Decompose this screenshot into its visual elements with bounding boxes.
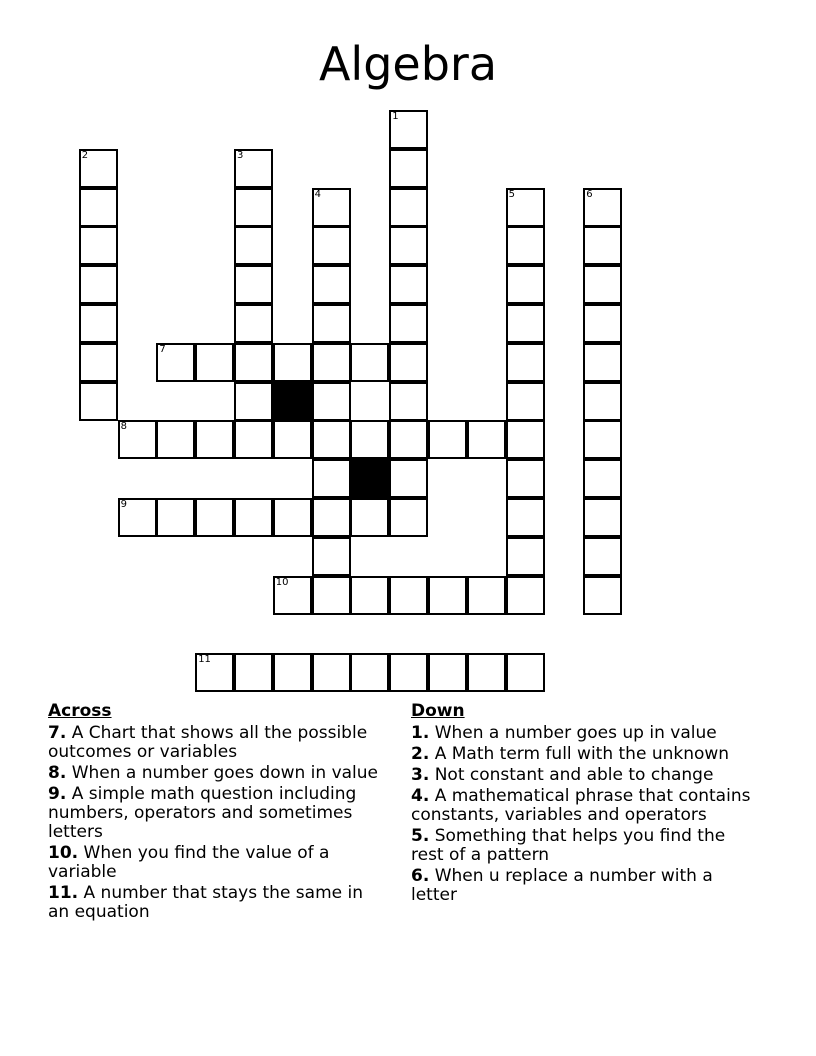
clue-number-label: 10 <box>275 576 289 588</box>
crossword-cell[interactable] <box>156 420 195 459</box>
black-square <box>350 459 389 498</box>
crossword-cell[interactable] <box>312 188 351 227</box>
crossword-cell[interactable] <box>234 265 273 304</box>
crossword-cell[interactable] <box>389 576 428 615</box>
clue-number: 10. <box>48 843 79 863</box>
across-heading: Across <box>48 701 112 721</box>
crossword-cell[interactable] <box>312 459 351 498</box>
down-heading: Down <box>411 701 465 721</box>
clue-number-label: 2 <box>81 149 89 161</box>
clue-number: 4. <box>411 786 430 806</box>
crossword-cell[interactable] <box>156 498 195 537</box>
page-title: Algebra <box>318 37 498 91</box>
crossword-cell[interactable] <box>79 226 118 265</box>
clue-across-8 <box>48 764 388 783</box>
crossword-cell[interactable] <box>389 265 428 304</box>
crossword-cell[interactable] <box>312 304 351 343</box>
crossword-cell[interactable] <box>273 576 312 615</box>
down-clues <box>411 702 761 907</box>
crossword-cell[interactable] <box>234 382 273 421</box>
crossword-cell[interactable] <box>234 304 273 343</box>
crossword-cell[interactable] <box>234 343 273 382</box>
clue-across-11 <box>48 884 388 922</box>
crossword-cell[interactable] <box>389 653 428 692</box>
clue-number: 7. <box>48 723 67 743</box>
crossword-cell[interactable] <box>389 382 428 421</box>
crossword-cell[interactable] <box>467 576 506 615</box>
crossword-cell[interactable] <box>312 420 351 459</box>
crossword-cell[interactable] <box>79 343 118 382</box>
crossword-cell[interactable] <box>467 420 506 459</box>
clue-text: A mathematical phrase that contains constants, variables and operators <box>411 786 751 825</box>
clue-text: Something that helps you find the rest of a pattern <box>411 826 726 865</box>
clue-down-5 <box>411 827 761 865</box>
crossword-cell[interactable] <box>389 149 428 188</box>
clue-number: 1. <box>411 723 430 743</box>
crossword-cell[interactable] <box>428 420 467 459</box>
crossword-cell[interactable] <box>350 420 389 459</box>
crossword-cell[interactable] <box>389 304 428 343</box>
crossword-cell[interactable] <box>312 576 351 615</box>
clue-down-4 <box>411 787 761 825</box>
crossword-cell[interactable] <box>389 110 428 149</box>
clue-text: A Math term full with the unknown <box>429 744 730 764</box>
crossword-cell[interactable] <box>273 498 312 537</box>
crossword-cell[interactable] <box>506 343 545 382</box>
crossword-cell[interactable] <box>234 188 273 227</box>
clue-across-10 <box>48 844 388 882</box>
crossword-cell[interactable] <box>583 265 622 304</box>
crossword-cell[interactable] <box>506 459 545 498</box>
crossword-cell[interactable] <box>389 459 428 498</box>
clue-text: When a number goes down in value <box>66 763 379 783</box>
crossword-cell[interactable] <box>118 420 157 459</box>
crossword-cell[interactable] <box>506 188 545 227</box>
clue-text: When you find the value of a variable <box>48 843 330 882</box>
crossword-cell[interactable] <box>79 304 118 343</box>
crossword-cell[interactable] <box>79 265 118 304</box>
clue-down-2 <box>411 745 761 764</box>
crossword-cell[interactable] <box>583 343 622 382</box>
crossword-cell[interactable] <box>506 304 545 343</box>
clue-number-label: 6 <box>586 188 593 200</box>
clue-number-label: 5 <box>508 188 515 200</box>
crossword-cell[interactable] <box>583 304 622 343</box>
crossword-cell[interactable] <box>195 420 234 459</box>
crossword-cell[interactable] <box>583 382 622 421</box>
crossword-cell[interactable] <box>428 653 467 692</box>
crossword-cell[interactable] <box>506 420 545 459</box>
clue-number: 5. <box>411 826 430 846</box>
crossword-cell[interactable] <box>506 382 545 421</box>
crossword-cell[interactable] <box>79 382 118 421</box>
crossword-cell[interactable] <box>583 537 622 576</box>
crossword-cell[interactable] <box>312 226 351 265</box>
crossword-cell[interactable] <box>350 576 389 615</box>
crossword-cell[interactable] <box>583 188 622 227</box>
crossword-cell[interactable] <box>506 265 545 304</box>
crossword-cell[interactable] <box>195 653 234 692</box>
crossword-cell[interactable] <box>156 343 195 382</box>
crossword-cell[interactable] <box>273 343 312 382</box>
clue-number-label: 1 <box>392 111 399 122</box>
clue-number-label: 7 <box>159 343 166 355</box>
crossword-cell[interactable] <box>350 343 389 382</box>
crossword-cell[interactable] <box>583 459 622 498</box>
crossword-cell[interactable] <box>506 537 545 576</box>
crossword-cell[interactable] <box>195 498 234 537</box>
crossword-cell[interactable] <box>195 343 234 382</box>
crossword-cell[interactable] <box>389 188 428 227</box>
crossword-cell[interactable] <box>312 653 351 692</box>
crossword-cell[interactable] <box>583 226 622 265</box>
clue-number: 9. <box>48 784 67 804</box>
crossword-cell[interactable] <box>350 653 389 692</box>
crossword-cell[interactable] <box>583 498 622 537</box>
clue-down-3 <box>411 766 761 785</box>
clue-text: When u replace a number with a letter <box>411 866 713 905</box>
crossword-cell[interactable] <box>234 498 273 537</box>
crossword-cell[interactable] <box>312 537 351 576</box>
crossword-cell[interactable] <box>312 382 351 421</box>
crossword-cell[interactable] <box>273 653 312 692</box>
black-square <box>273 382 312 421</box>
crossword-cell[interactable] <box>234 653 273 692</box>
clue-text: A number that stays the same in an equation <box>48 883 363 922</box>
crossword-cell[interactable] <box>389 226 428 265</box>
crossword-cell[interactable] <box>312 343 351 382</box>
crossword-cell[interactable] <box>389 498 428 537</box>
clue-number-label: 9 <box>120 499 127 510</box>
crossword-cell[interactable] <box>389 420 428 459</box>
clue-number-label: 4 <box>314 188 321 200</box>
crossword-cell[interactable] <box>350 498 389 537</box>
clue-number: 6. <box>411 866 430 886</box>
crossword-cell[interactable] <box>506 576 545 615</box>
crossword-cell[interactable] <box>312 265 351 304</box>
crossword-cell[interactable] <box>389 343 428 382</box>
clue-number: 3. <box>411 765 430 785</box>
crossword-cell[interactable] <box>583 420 622 459</box>
crossword-cell[interactable] <box>583 576 622 615</box>
crossword-cell[interactable] <box>506 226 545 265</box>
crossword-cell[interactable] <box>273 420 312 459</box>
crossword-cell[interactable] <box>118 498 157 537</box>
clue-number-label: 8 <box>120 421 127 433</box>
clue-text: A Chart that shows all the possible outcomes or variables <box>48 723 368 762</box>
clue-text: When a number goes up in value <box>429 723 717 743</box>
crossword-cell[interactable] <box>79 149 118 188</box>
crossword-cell[interactable] <box>234 420 273 459</box>
clue-number: 2. <box>411 744 430 764</box>
clue-number-label: 3 <box>237 149 244 161</box>
clue-text: Not constant and able to change <box>429 765 714 785</box>
crossword-cell[interactable] <box>506 653 545 692</box>
crossword-cell[interactable] <box>467 653 506 692</box>
clue-number-label: 11 <box>198 654 211 666</box>
crossword-cell[interactable] <box>506 498 545 537</box>
crossword-cell[interactable] <box>79 188 118 227</box>
clue-down-1 <box>411 724 761 743</box>
clue-down-6 <box>411 867 761 905</box>
crossword-cell[interactable] <box>312 498 351 537</box>
crossword-cell[interactable] <box>428 576 467 615</box>
clue-number: 11. <box>48 883 79 903</box>
clue-across-9 <box>48 785 388 842</box>
across-clues <box>48 702 388 924</box>
crossword-cell[interactable] <box>234 149 273 188</box>
clue-across-7 <box>48 724 388 762</box>
crossword-cell[interactable] <box>234 226 273 265</box>
clue-text: A simple math question including numbers, operators and sometimes letters <box>48 784 357 842</box>
clue-number: 8. <box>48 763 67 783</box>
